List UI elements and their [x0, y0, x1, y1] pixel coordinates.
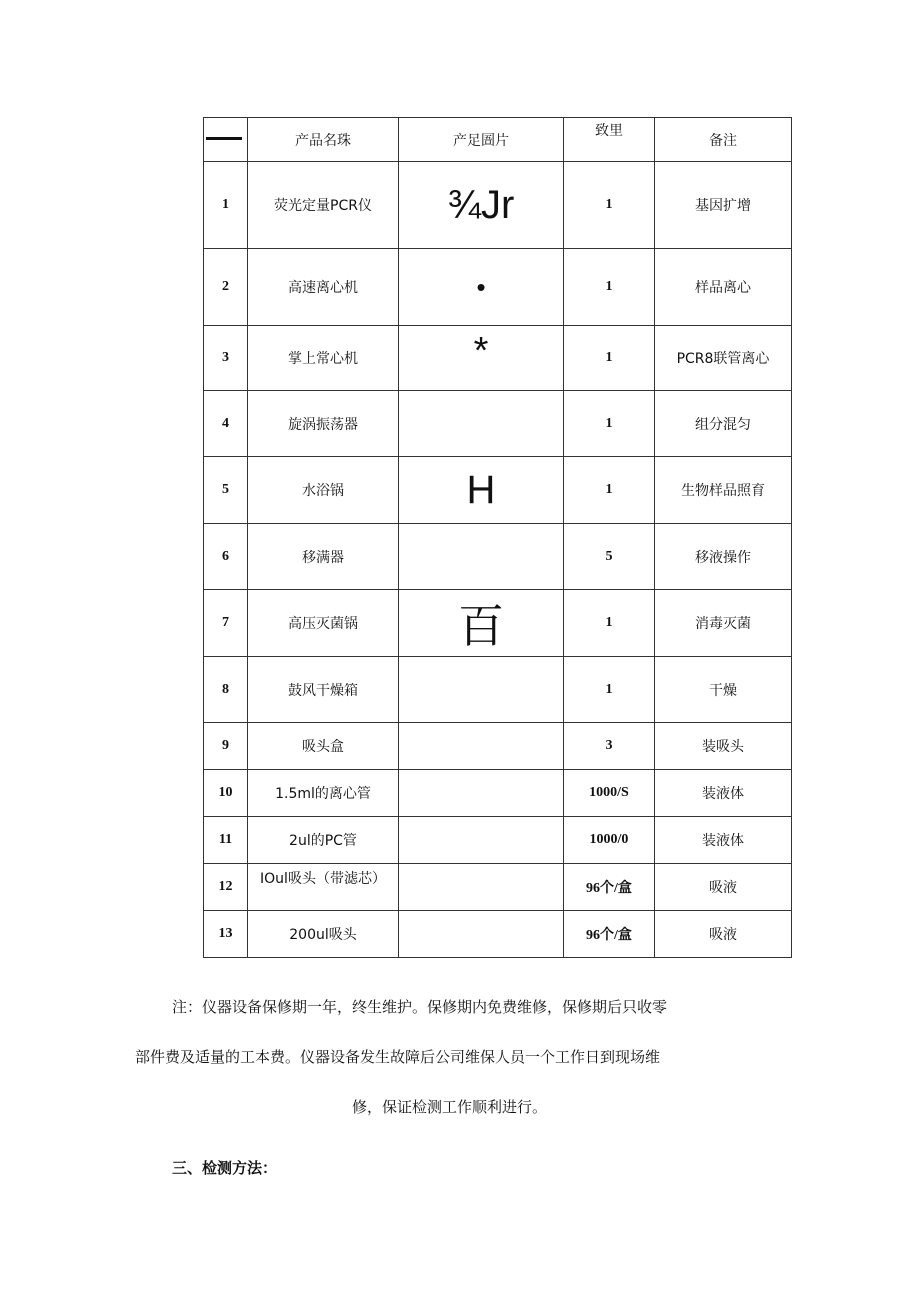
row-quantity: 1	[564, 326, 655, 391]
row-picture	[399, 590, 564, 657]
row-remark: 组分混匀	[655, 391, 792, 457]
row-name: 水浴锅	[248, 457, 399, 524]
row-number: 5	[204, 457, 248, 524]
header-name: 产品名珠	[248, 118, 399, 162]
section-title: 三、检测方法：	[172, 1159, 278, 1177]
row-picture	[399, 911, 564, 958]
table-row	[204, 911, 792, 958]
row-quantity: 1000/S	[564, 770, 655, 817]
row-picture	[399, 524, 564, 590]
equipment-table	[203, 117, 792, 958]
row-number: 6	[204, 524, 248, 590]
row-remark: 干燥	[655, 657, 792, 723]
note-line-1: 注：仪器设备保修期一年，终生维护。保修期内免费维修，保修期后只收零	[172, 998, 668, 1016]
row-number: 3	[204, 326, 248, 391]
row-name: 200ul吸头	[248, 911, 399, 958]
row-quantity: 5	[564, 524, 655, 590]
row-number: 12	[204, 864, 248, 911]
row-picture	[399, 770, 564, 817]
table-row	[204, 770, 792, 817]
row-number: 7	[204, 590, 248, 657]
row-name: 1.5ml的离心管	[248, 770, 399, 817]
row-quantity: 96个/盒	[564, 864, 655, 911]
row-picture	[399, 391, 564, 457]
table-row	[204, 249, 792, 326]
note-line-3: 修，保证检测工作顺利进行。	[352, 1098, 548, 1116]
row-number: 11	[204, 817, 248, 864]
row-remark: 移液操作	[655, 524, 792, 590]
row-remark: 样品离心	[655, 249, 792, 326]
table-row	[204, 817, 792, 864]
row-quantity: 1	[564, 391, 655, 457]
row-remark: 基因扩增	[655, 162, 792, 249]
row-picture	[399, 723, 564, 770]
row-quantity: 1	[564, 657, 655, 723]
table-row	[204, 391, 792, 457]
row-name: 移满器	[248, 524, 399, 590]
row-name: 2ul的PC管	[248, 817, 399, 864]
table-row	[204, 162, 792, 249]
row-picture	[399, 817, 564, 864]
row-name: 掌上常心机	[248, 326, 399, 391]
note-line-2: 部件费及适量的工本费。仪器设备发生故障后公司维保人员一个工作日到现场维	[135, 1048, 661, 1066]
row-picture	[399, 162, 564, 249]
row-number: 13	[204, 911, 248, 958]
row-name: 旋涡振荡器	[248, 391, 399, 457]
header-quantity: 致里	[564, 118, 655, 162]
row-remark: 消毒灭菌	[655, 590, 792, 657]
row-picture	[399, 457, 564, 524]
row-remark: 吸液	[655, 864, 792, 911]
row-quantity: 1	[564, 457, 655, 524]
row-number: 9	[204, 723, 248, 770]
row-remark: 吸液	[655, 911, 792, 958]
row-name: 吸头盒	[248, 723, 399, 770]
row-remark: 装吸头	[655, 723, 792, 770]
row-quantity: 96个/盒	[564, 911, 655, 958]
row-number: 4	[204, 391, 248, 457]
picture-glyph: H	[466, 468, 496, 512]
header-remark: 备注	[655, 118, 792, 162]
row-remark: 生物样品照育	[655, 457, 792, 524]
table-row	[204, 657, 792, 723]
row-quantity: 3	[564, 723, 655, 770]
row-name: IOul吸头（带滤芯）	[248, 864, 399, 911]
table-row	[204, 590, 792, 657]
table-row	[204, 864, 792, 911]
row-name: 高压灭菌锅	[248, 590, 399, 657]
table-header	[204, 118, 792, 162]
picture-glyph: ¾Jr	[447, 183, 515, 227]
row-picture	[399, 326, 564, 391]
table-row	[204, 326, 792, 391]
header-dash	[206, 137, 242, 140]
row-quantity: 1	[564, 590, 655, 657]
row-quantity: 1000/0	[564, 817, 655, 864]
row-number: 8	[204, 657, 248, 723]
picture-glyph: •	[476, 271, 486, 302]
row-picture	[399, 249, 564, 326]
row-picture	[399, 864, 564, 911]
row-picture	[399, 657, 564, 723]
table-row	[204, 457, 792, 524]
row-remark: PCR8联管离心	[655, 326, 792, 391]
table-row	[204, 723, 792, 770]
picture-glyph: 百	[458, 599, 504, 653]
row-quantity: 1	[564, 249, 655, 326]
table-row	[204, 524, 792, 590]
row-remark: 装液体	[655, 770, 792, 817]
picture-glyph: *	[473, 330, 489, 372]
row-name: 荧光定量PCR仪	[248, 162, 399, 249]
row-number: 1	[204, 162, 248, 249]
row-quantity: 1	[564, 162, 655, 249]
row-name: 高速离心机	[248, 249, 399, 326]
row-number: 10	[204, 770, 248, 817]
header-picture: 产足圄片	[399, 118, 564, 162]
row-number: 2	[204, 249, 248, 326]
row-name: 鼓风干燥箱	[248, 657, 399, 723]
header-col0	[204, 118, 248, 162]
row-remark: 装液体	[655, 817, 792, 864]
